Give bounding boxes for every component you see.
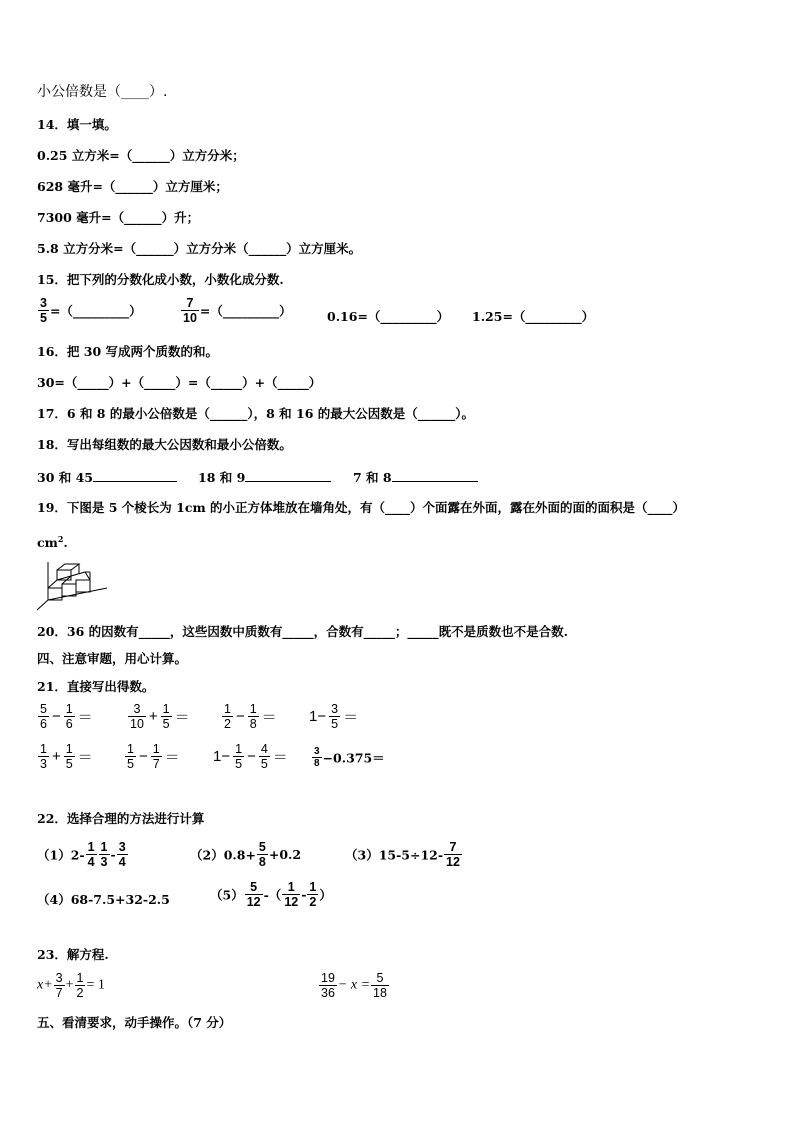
q15-title: 15．把下列的分数化成小数，小数化成分数.: [37, 272, 284, 287]
q18-b: 18 和 9: [198, 468, 331, 486]
q15-row: $\frac{3}{5}$ =（_________）: [40, 296, 142, 325]
q22-item-2: （2）0.8+ $\frac{5}{8}$ +0.2: [190, 840, 302, 869]
q15-fraction-2: $\frac{7}{10}$: [183, 296, 197, 325]
q20: 20．36 的因数有_____，这些因数中质数有_____，合数有_____；_____既不是质数也不是合数.: [37, 624, 568, 639]
q22-title: 22．选择合理的方法进行计算: [37, 811, 205, 826]
q14-item-a: 0.25 立方米=（______）立方分米；: [37, 148, 245, 163]
q18-c: 7 和 8: [353, 468, 478, 486]
q14-title: 14．填一填。: [37, 117, 117, 132]
section-4-heading: 四、注意审题，用心计算。: [37, 651, 188, 666]
q23-equation-2: $\frac{19}{36}$ − x = $\frac{5}{18}$: [321, 971, 387, 1000]
q15-item-2: $\frac{7}{10}$ =（_________）: [183, 296, 292, 325]
q21-expr-r1c2: $\frac{3}{10}$ + $\frac{1}{5}$ ＝: [130, 702, 190, 731]
q16-title: 16．把 30 写成两个质数的和。: [37, 344, 218, 359]
q21-expr-r2c3: 1− $\frac{1}{5}$ − $\frac{4}{5}$ ＝: [213, 742, 288, 771]
q14-item-d: 5.8 立方分米=（______）立方分米（______）立方厘米。: [37, 241, 362, 256]
q18-title: 18．写出每组数的最大公因数和最小公倍数。: [37, 437, 292, 452]
q22-item-3: （3）15-5÷12- $\frac{7}{12}$: [345, 840, 460, 869]
q15-fraction-1: $\frac{3}{5}$: [40, 296, 47, 325]
q19: 19．下图是 5 个棱长为 1cm 的小正方体堆放在墙角处，有（____）个面露在外面，露在外面的面的面积是（____）: [37, 500, 686, 515]
q14-item-c: 7300 毫升=（______）升；: [37, 210, 200, 225]
q21-expr-r2c1: $\frac{1}{3}$ + $\frac{1}{5}$ ＝: [40, 742, 93, 771]
q23-title: 23．解方程.: [37, 947, 109, 962]
q14-item-b: 628 毫升=（______）立方厘米；: [37, 179, 228, 194]
q21-expr-r1c1: $\frac{5}{6}$ − $\frac{1}{6}$ ＝: [40, 702, 93, 731]
q15-item-3: 0.16=（_________）: [327, 309, 450, 324]
q23-equation-1: x+ $\frac{3}{7}$ + $\frac{1}{2}$ = 1: [37, 971, 105, 1000]
cube-stack-figure: [33, 560, 113, 612]
q21-expr-r1c3: $\frac{1}{2}$ − $\frac{1}{8}$ ＝: [224, 702, 277, 731]
q21-expr-r2c4: $\frac{3}{8}$ −0.375＝: [314, 746, 385, 769]
q21-expr-r1c4: 1− $\frac{3}{5}$ ＝: [309, 702, 359, 731]
q22-item-1: （1）2- $\frac{1}{4}$ $\frac{1}{3}$ - $\frac{3}{4}$: [37, 840, 126, 869]
section-5-heading: 五、看清要求，动手操作。（7 分）: [37, 1015, 232, 1030]
q17: 17．6 和 8 的最小公倍数是（______），8 和 16 的最大公因数是（______）。: [37, 406, 474, 421]
q19-unit: $cm^2$.: [37, 534, 68, 551]
q21-title: 21．直接写出得数。: [37, 679, 155, 694]
q16-equation: 30=（_____）+（_____）=（_____）+（_____）: [37, 375, 322, 390]
q22-item-4: （4）68-7.5+32-2.5: [37, 892, 170, 907]
q13-continuation: 小公倍数是（____）.: [37, 84, 168, 100]
q18-a: 30 和 45: [37, 468, 177, 486]
q15-item-4: 1.25=（_________）: [472, 309, 595, 324]
q22-item-5: （5） $\frac{5}{12}$ -（ $\frac{1}{12}$ - $\frac{1}{2}$ ）: [210, 880, 332, 909]
q21-expr-r2c2: $\frac{1}{5}$ − $\frac{1}{7}$ ＝: [127, 742, 180, 771]
